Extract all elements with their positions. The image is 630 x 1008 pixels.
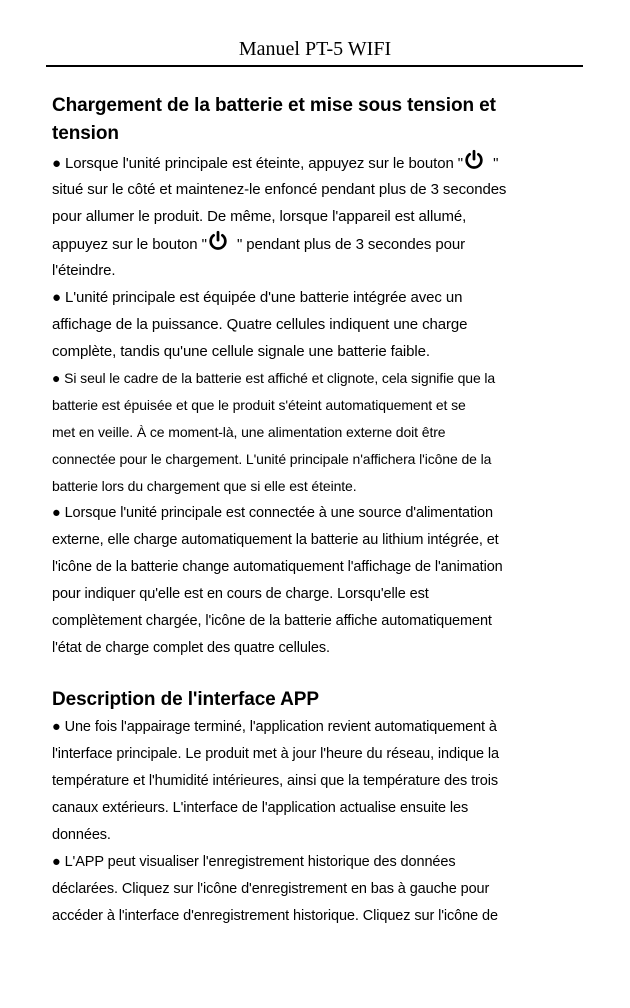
paragraph-line: batterie lors du chargement que si elle est éteinte. [52,478,357,494]
paragraph-line: ● L'unité principale est équipée d'une batterie intégrée avec un [52,289,463,306]
paragraph-line: affichage de la puissance. Quatre cellules indiquent une charge [52,316,468,333]
paragraph-line: appuyez sur le bouton " " pendant plus de 3 secondes pour [52,230,582,257]
paragraph-line: complète, tandis qu'une cellule signale une batterie faible. [52,343,430,360]
paragraph-line: ● Une fois l'appairage terminé, l'application revient automatiquement à [52,719,497,735]
paragraph-line: l'interface principale. Le produit met à jour l'heure du réseau, indique la [52,746,500,762]
paragraph-line: externe, elle charge automatiquement la batterie au lithium intégrée, et [52,532,499,548]
paragraph-line: accéder à l'interface d'enregistrement historique. Cliquez sur l'icône de [52,908,498,924]
section-title-charging: Chargement de la batterie et mise sous tension et tension [52,95,496,144]
paragraph-line: complètement chargée, l'icône de la batterie affiche automatiquement [52,613,492,629]
paragraph-line: l'état de charge complet des quatre cellules. [52,640,330,656]
power-icon [463,149,485,171]
paragraph-line: situé sur le côté et maintenez-le enfoncé pendant plus de 3 secondes [52,181,507,198]
page-content [52,92,582,930]
paragraph-line: ● Si seul le cadre de la batterie est affiché et clignote, cela signifie que la [52,370,496,386]
section-title-app: Description de l'interface APP [52,689,319,710]
paragraph-line: canaux extérieurs. L'interface de l'application actualise ensuite les [52,800,469,816]
paragraph-line: l'icône de la batterie change automatiquement l'affichage de l'animation [52,559,503,575]
page-header: Manuel PT-5 WIFI [238,38,392,60]
paragraph-line: pour allumer le produit. De même, lorsque l'appareil est allumé, [52,208,467,225]
paragraph-line: ● L'APP peut visualiser l'enregistrement historique des données [52,854,456,870]
paragraph-line: batterie est épuisée et que le produit s'éteint automatiquement et se [52,397,466,413]
power-icon [207,230,229,252]
paragraph-line: ● Lorsque l'unité principale est éteinte, appuyez sur le bouton " " [52,149,582,176]
paragraph-line: ● Lorsque l'unité principale est connectée à une source d'alimentation [52,505,493,521]
paragraph-line: données. [52,827,111,843]
paragraph-line: déclarées. Cliquez sur l'icône d'enregistrement en bas à gauche pour [52,881,490,897]
header-rule [46,65,583,67]
paragraph-line: connectée pour le chargement. L'unité principale n'affichera l'icône de la [52,451,492,467]
paragraph-line: l'éteindre. [52,262,116,279]
paragraph-line: met en veille. À ce moment-là, une alimentation externe doit être [52,424,446,440]
paragraph-line: température et l'humidité intérieures, ainsi que la température des trois [52,773,499,789]
paragraph-line: pour indiquer qu'elle est en cours de charge. Lorsqu'elle est [52,586,429,602]
